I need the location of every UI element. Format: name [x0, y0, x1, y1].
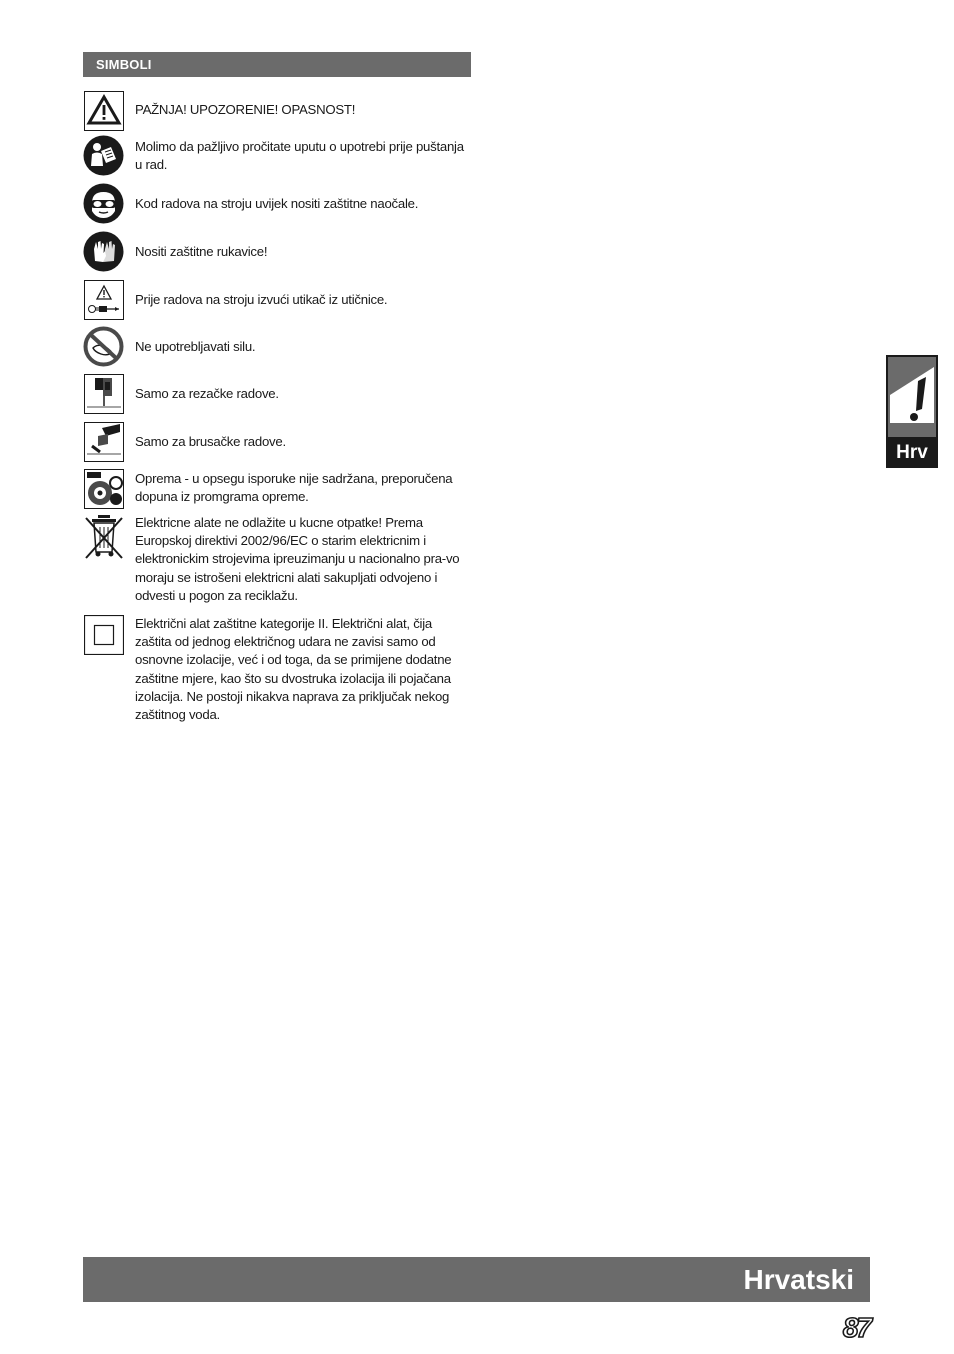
symbol-text: Elektricne alate ne odlažite u kucne otpatke! Prema Europskoj direktivi 2002/96/EC o starim elektricnim i elektronickim strojevima ipreuzimanju u nacionalno pra-vo moraju se istrošeni elektricni alati sakupljati odvojeno i odvesti u pogon za reciklažu. [135, 515, 460, 603]
safety-gloves-icon [83, 231, 124, 272]
symbol-row-class-ii [83, 614, 473, 726]
side-tab-icon-area [888, 357, 936, 437]
symbol-text: PAŽNJA! UPOZORENIE! OPASNOST! [135, 102, 356, 117]
cutting-only-icon [83, 373, 124, 414]
symbol-text: Električni alat zaštitne kategorije II. Električni alat, čija zaštita od jednog električnog udara ne zavisi samo od osnovne izolacije, već i od toga, da se primijene dodatne zaštitne mjere, kao što su dvostruka izolacija ili pojačana izolacija. Ne postoji nikakva naprava za priključak nekog zaštitnog voda. [135, 616, 452, 723]
section-title: SIMBOLI [96, 57, 152, 72]
symbol-row-accessory [83, 468, 473, 509]
symbol-text: Molimo da pažljivo pročitate uputu o upotrebi prije puštanja u rad. [135, 139, 464, 173]
symbol-text: Kod radova na stroju uvijek nositi zaštitne naočale. [135, 196, 419, 211]
page-number: 87 [842, 1312, 870, 1343]
symbol-row-unplug [83, 279, 473, 320]
footer-bar [83, 1257, 870, 1302]
symbol-row-no-force [83, 326, 473, 367]
side-tab-label: Hrv [896, 442, 928, 463]
symbol-row-gloves [83, 231, 473, 272]
unplug-icon [83, 279, 124, 320]
symbol-text: Samo za rezačke radove. [135, 386, 279, 401]
safety-goggles-icon [83, 183, 124, 224]
symbol-row-manual [83, 135, 473, 176]
symbol-row-cutting [83, 373, 473, 414]
footer-language-title: Hrvatski [743, 1264, 854, 1295]
symbol-row-weee [83, 514, 473, 609]
weee-bin-icon [83, 514, 124, 562]
read-manual-icon [83, 135, 124, 176]
symbol-row-grinding [83, 421, 473, 462]
accessory-icon [83, 468, 124, 509]
no-force-icon [83, 326, 124, 367]
symbol-text: Ne upotrebljavati silu. [135, 339, 256, 354]
symbol-row-warning [83, 90, 473, 131]
warning-exclamation-icon [888, 357, 936, 437]
symbol-text: Samo za brusačke radove. [135, 434, 286, 449]
symbol-text: Nositi zaštitne rukavice! [135, 244, 268, 259]
section-header [83, 52, 471, 77]
symbol-text: Prije radova na stroju izvući utikač iz utičnice. [135, 292, 388, 307]
symbol-row-goggles [83, 183, 473, 224]
symbol-text: Oprema - u opsegu isporuke nije sadržana, preporučena dopuna iz promgrama opreme. [135, 471, 453, 505]
class-ii-icon [83, 614, 124, 655]
language-side-tab [886, 355, 938, 468]
grinding-only-icon [83, 421, 124, 462]
warning-triangle-icon [83, 90, 124, 131]
